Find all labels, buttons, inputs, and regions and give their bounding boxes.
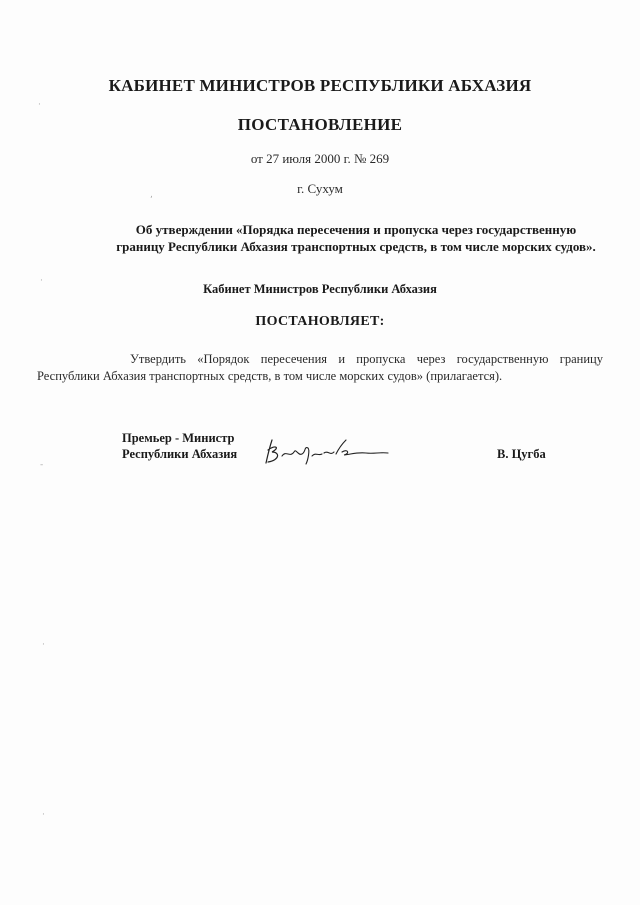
scan-speck: · [40, 276, 43, 286]
document-dateline: от 27 июля 2000 г. № 269 [250, 151, 390, 166]
subject-line-1: Об утверждении «Порядка пересечения и пропуска через государственную [135, 222, 577, 237]
subject-line-2: границу Республики Абхазия транспортных средств, в том числе морских судов». [116, 239, 596, 254]
organization-heading: КАБИНЕТ МИНИСТРОВ РЕСПУБЛИКИ АБХАЗИЯ [108, 76, 532, 95]
decree-body [37, 351, 603, 385]
scan-speck: · [38, 100, 41, 110]
decree-body-line-1: Утвердить «Порядок пересечения и пропуска через государственную границу [130, 352, 603, 366]
scan-speck: , [150, 190, 153, 200]
scan-speck: - [40, 460, 44, 470]
document-subject [96, 221, 616, 255]
handwritten-signature-icon [262, 436, 392, 466]
scan-speck: · [42, 810, 45, 820]
signatory-title-line-1: Премьер - Министр [122, 431, 235, 445]
preamble: Кабинет Министров Республики Абхазия [203, 282, 437, 296]
scan-speck: · [42, 640, 45, 650]
document-city: г. Сухум [297, 181, 343, 196]
signatory-title-line-2: Республики Абхазия [122, 447, 238, 461]
document-type-heading: ПОСТАНОВЛЕНИЕ [237, 115, 403, 134]
signatory-title [122, 430, 237, 462]
decree-word: ПОСТАНОВЛЯЕТ: [255, 314, 385, 329]
signer-name: В. Цугба [497, 447, 546, 461]
decree-body-line-2: Республики Абхазия транспортных средств, в том числе морских судов» (прилагается). [37, 369, 503, 383]
